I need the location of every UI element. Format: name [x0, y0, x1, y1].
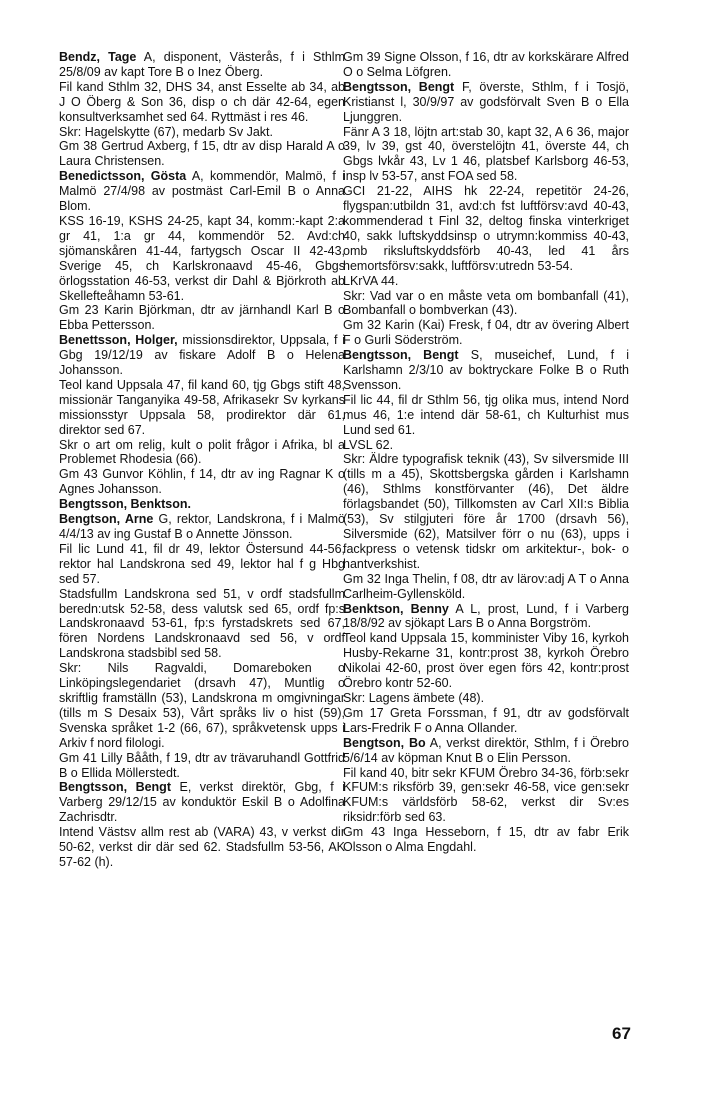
entry-paragraph: [59, 825, 345, 870]
entry-text: Gm 43 Inga Hesseborn, f 15, dtr av fabr Erik Olsson o Alma Engdahl.: [343, 825, 629, 855]
entry-paragraph: [343, 572, 629, 602]
entry-heading-paragraph: [59, 333, 345, 378]
entry-text: Gm 38 Gertrud Axberg, f 15, dtr av disp Harald A o Laura Christensen.: [59, 139, 345, 169]
entry-heading-paragraph: [59, 169, 345, 214]
entry-text: A L, prost, Lund, f i Varberg 18/8/92 av sjökapt Lars B o Anna Borgström.: [343, 601, 629, 631]
entry-text: A, verkst direktör, Sthlm, f i Örebro 5/6/14 av köpman Knut B o Elin Persson.: [343, 735, 630, 765]
entry-paragraph: [343, 318, 629, 348]
entry-paragraph: [59, 587, 345, 662]
entry-paragraph: [343, 184, 629, 273]
entry-name: Benettsson, Holger,: [59, 333, 178, 348]
entry-text: Gm 23 Karin Björkman, dtr av järnhandl Karl B o Ebba Pettersson.: [59, 303, 345, 333]
entry-name: Bengtsson, Benktson.: [59, 497, 191, 512]
entry-text: Skr o art om relig, kult o polit frågor i Afrika, bl a Problemet Rhodesia (66).: [59, 437, 345, 467]
entry-heading-paragraph: [59, 512, 345, 542]
entry-text: Gm 32 Karin (Kai) Fresk, f 04, dtr av övering Albert F o Gurli Söderström.: [343, 318, 629, 348]
entry-text: F, överste, Sthlm, f i Tosjö, Kristianst l, 30/9/97 av godsförvalt Sven B o Ella Ljunggren.: [343, 79, 629, 124]
entry-paragraph: [59, 303, 345, 333]
entry-text: Skr: Vad var o en måste veta om bombanfall (41), Bombanfall o bombverkan (43).: [343, 288, 629, 318]
entry-text: Stadsfullm Landskrona sed 51, v ordf stadsfullm beredn:utsk 52-58, dess valutsk sed 65, ordf fp:s Landskronaavd 53-61, fp:s fyrstadskrets sed 67, fören Nordens Landskronaavd sed 56, v ordf Landskrona stadsbibl sed 58.: [59, 586, 345, 661]
entry-paragraph: [59, 80, 345, 125]
entry-name: Bengtsson, Bengt: [343, 79, 455, 94]
entry-text: Skr: Äldre typografisk teknik (43), Sv silversmide III (tills m a 45), Skottsbergska gården i Karlshamn (46), Sthlms konstförvanter (46), Det äldre förlagsbandet (50), Tillkomsten av Carl XII:s Biblia (53), Sv stilgjuteri före år 1700 (drsavh 56), Silversmide (62), Matsilver förr o nu (63), upps i fackpress o vetensk tidskr om arkitektur-, bok- o hantverkshist.: [343, 452, 629, 571]
entry-text: Teol kand Uppsala 47, fil kand 60, tjg Gbgs stift 48, missionär Tanganyika 49-58, Afrikasekr Sv kyrkans missionsstyr Uppsala 58, prodirektor där 61, direktor sed 67.: [59, 377, 345, 437]
entry-text: Gm 17 Greta Forssman, f 91, dtr av godsförvalt Lars-Fredrik F o Anna Ollander.: [343, 705, 629, 735]
entry-text: Fil kand Sthlm 32, DHS 34, anst Esselte ab 34, ab J O Öberg & Son 36, disp o ch där 42-64, egen konsultverksamhet sed 64. Ryttmäst i res 46.: [59, 79, 345, 124]
entry-name: Benktson, Benny: [343, 601, 449, 616]
entry-text: Fänr A 3 18, löjtn art:stab 30, kapt 32, A 6 36, major 39, lv 39, gst 40, överstelöjtn 41, överste 44, ch Gbgs lvkår 43, Lv 1 46, platsbef Karlsborg 46-53, insp lv 53-57, anst FOA sed 58.: [343, 124, 629, 184]
left-column: [59, 50, 345, 870]
entry-heading-paragraph: [343, 348, 629, 393]
entry-paragraph: [59, 214, 345, 303]
entry-text: missionsdirektor, Uppsala, f i Gbg 19/12/19 av fiskare Adolf B o Helena Johansson.: [59, 333, 345, 378]
entry-text: LVSL 62.: [343, 437, 394, 452]
entry-heading-paragraph: [59, 780, 345, 825]
entry-text: Skr: Nils Ragvaldi, Domareboken o Linköpingslegendariet (drsavh 47), Muntlig o skriftlig framställn (53), Landskrona m omgivningar (tills m S Desaix 53), Vårt språks liv o hist (59), Svenska språket 1-2 (66, 67), språkvetensk upps i Arkiv f nord filologi.: [59, 661, 345, 750]
entry-heading-paragraph: [343, 80, 629, 125]
entry-text: Gm 43 Gunvor Köhlin, f 14, dtr av ing Ragnar K o Agnes Johansson.: [59, 467, 345, 497]
entry-text: Gm 32 Inga Thelin, f 08, dtr av lärov:adj A T o Anna Carlheim-Gyllensköld.: [343, 571, 629, 601]
entry-paragraph: [59, 125, 345, 140]
entry-text: Fil lic 44, fil dr Sthlm 56, tjg olika mus, intend Nord mus 46, 1:e intend där 58-61, ch Kulturhist mus Lund sed 61.: [343, 392, 629, 437]
entry-text: Skr: Lagens ämbete (48).: [343, 690, 485, 705]
entry-text: LKrVA 44.: [343, 273, 399, 288]
entry-text: Skr: Hagelskytte (67), medarb Sv Jakt.: [59, 124, 273, 139]
entry-heading-paragraph: [59, 497, 345, 512]
entry-paragraph: [343, 393, 629, 438]
entry-text: KSS 16-19, KSHS 24-25, kapt 34, komm:-kapt 2:a gr 41, 1:a gr 44, kommendör 52. Avd:ch sjömanskåren 41-44, fartygsch Oscar II 42-43, Sverige 45, ch Karlskronaavd 45-46, Gbgs örlogsstation 46-53, verkst dir Dahl & Björkroth ab Skellefteåhamn 53-61.: [59, 213, 345, 303]
entry-text: G, rektor, Landskrona, f i Malmö 4/4/13 av ing Gustaf B o Annette Jönsson.: [59, 512, 345, 541]
entry-text: GCI 21-22, AIHS hk 22-24, repetitör 24-26, flygspan:utbildn 31, avd:ch fst luftförsv:avd 40-43, kommenderad t Finl 32, deltog finska vinterkriget 40, sakk luftskyddsinsp o utrymn:kommiss 40-43, omb riksluftskyddsförb 40-43, led 41 års hemortsförsv:sakk, luftförsv:utredn 53-54.: [343, 184, 629, 273]
right-column: [343, 50, 629, 855]
entry-paragraph: [343, 631, 629, 691]
entry-paragraph: [343, 274, 629, 289]
entry-paragraph: [343, 125, 629, 185]
entry-heading-paragraph: [343, 602, 629, 632]
entry-text: A, kommendör, Malmö, f i Malmö 27/4/98 av postmäst Carl-Emil B o Anna Blom.: [59, 169, 345, 214]
entry-text: Fil lic Lund 41, fil dr 49, lektor Östersund 44-56, rektor hal Landskrona sed 49, lektor hal f g Hbg sed 57.: [59, 541, 345, 586]
entry-paragraph: [59, 438, 345, 468]
entry-paragraph: [343, 452, 629, 571]
entry-paragraph: [343, 706, 629, 736]
entry-name: Bendz, Tage: [59, 50, 137, 64]
entry-name: Bengtson, Arne: [59, 512, 154, 527]
entry-paragraph: [59, 751, 345, 781]
entry-text: Intend Västsv allm rest ab (VARA) 43, v verkst dir 50-62, verkst dir där sed 62. Stadsfullm 53-56, AK 57-62 (h).: [59, 825, 345, 869]
entry-text: A, disponent, Västerås, f i Sthlm 25/8/09 av kapt Tore B o Inez Öberg.: [59, 50, 345, 79]
entry-text: S, museichef, Lund, f i Karlshamn 2/3/10 av boktryckare Folke B o Ruth Svensson.: [343, 348, 629, 392]
entry-text: E, verkst direktör, Gbg, f i Varberg 29/12/15 av konduktör Eskil B o Adolfina Zachrisdtr.: [59, 780, 345, 825]
entry-paragraph: [59, 378, 345, 438]
entry-paragraph: [59, 467, 345, 497]
entry-text: Gm 41 Lilly Bååth, f 19, dtr av trävaruhandl Gottfrid B o Ellida Möllerstedt.: [59, 750, 345, 780]
entry-paragraph: [59, 661, 345, 750]
entry-paragraph: [343, 50, 629, 80]
entry-text: Gm 39 Signe Olsson, f 16, dtr av korkskärare Alfred O o Selma Löfgren.: [343, 50, 629, 79]
entry-paragraph: [343, 438, 629, 453]
entry-name: Bengtson, Bo: [343, 735, 426, 750]
entry-paragraph: [343, 825, 629, 855]
entry-name: Bengtsson, Bengt: [343, 348, 459, 363]
entry-name: Bengtsson, Bengt: [59, 780, 171, 795]
entry-text: Fil kand 40, bitr sekr KFUM Örebro 34-36, förb:sekr KFUM:s riksförb 39, gen:sekr 46-58, vice gen:sekr KFUM:s världsförb 58-62, verkst dir Sv:es riksidr:förb sed 63.: [343, 765, 629, 825]
entry-paragraph: [59, 542, 345, 587]
entry-name: Benedictsson, Gösta: [59, 169, 187, 184]
page-number: 67: [612, 1024, 631, 1043]
entry-paragraph: [343, 289, 629, 319]
entry-paragraph: [343, 691, 629, 706]
entry-heading-paragraph: [343, 736, 629, 766]
entry-paragraph: [343, 766, 629, 826]
entry-text: Teol kand Uppsala 15, komminister Viby 16, kyrkoh Husby-Rekarne 31, kontr:prost 38, kyrkoh Örebro Nikolai 42-60, prost över egen förs 42, kontr:prost Örebro kontr 52-60.: [343, 631, 629, 691]
entry-heading-paragraph: [59, 50, 345, 80]
entry-paragraph: [59, 139, 345, 169]
